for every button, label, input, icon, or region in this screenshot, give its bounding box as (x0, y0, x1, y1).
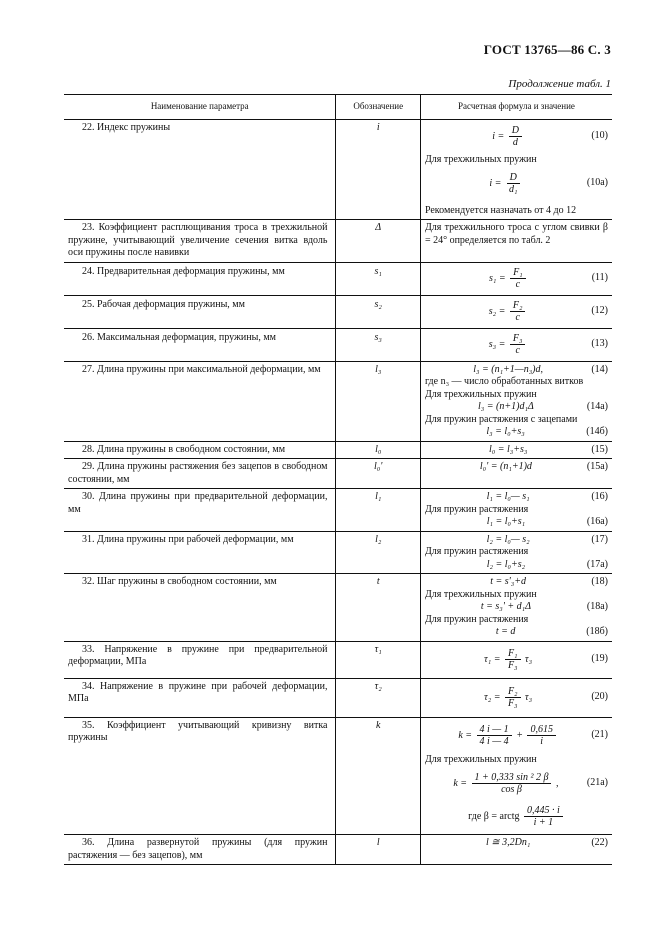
formula-note: Для пружин растяжения (424, 613, 529, 625)
table-row (64, 120, 612, 220)
formula-line: l₃ = (n+1)d₁Δ (14а) (478, 401, 608, 412)
param-symbol: Δ (336, 220, 420, 263)
formula-note: где n₃ — число обработанных витков (424, 376, 584, 387)
formula-line: τ₂ = $\frac{\text{F₂}}{\text{F₃}}$ τ₃ (20) (484, 686, 608, 709)
formula-line: l₂ = l₀— s₂ (17) (486, 533, 608, 545)
param-name: 28. Длина пружины в свободном состоянии, мм (82, 443, 286, 455)
formula-note: Для трехжильных пружин (424, 753, 537, 765)
formula-note: Для пружин растяжения (424, 546, 529, 557)
formula-number: (20) (591, 691, 608, 703)
table-continuation-label: Продолжение табл. 1 (508, 78, 611, 90)
param-name: 30. Длина пружины при предварительной деформации, мм (68, 491, 328, 515)
param-name: 22. Индекс пружины (82, 122, 171, 133)
formula-line: s₂ = $\frac{\text{F₂}}{c}$ (12) (488, 300, 608, 323)
param-symbol: l₀' (336, 459, 420, 489)
formula-line: k = $\frac{\text{1 + 0,333 sin ² 2 β}}{\text{cos β}}$ , (21а) (453, 771, 608, 795)
header-formula: Расчетная формула и значение (420, 95, 612, 120)
formula-number: (21) (591, 729, 608, 741)
table-row (64, 678, 612, 717)
param-name: 23. Коэффициент расплющивания троса в трехжильной пружине, учитывающий увеличение сечения витка вдоль оси пружины после навивки (68, 222, 328, 258)
table-row (64, 262, 612, 295)
page-header: ГОСТ 13765—86 С. 3 (483, 42, 611, 57)
table-row (64, 489, 612, 532)
formula-note: Для пружин растяжения (424, 503, 529, 515)
param-name: 36. Длина развернутой пружины (для пружин растяжения — без зацепов), мм (68, 837, 328, 861)
param-symbol: k (336, 717, 420, 835)
formula-line: i = $\frac{D}{\text{d₁}}$ (10а) (489, 172, 608, 195)
param-symbol: τ₁ (336, 641, 420, 678)
param-name: 29. Длина пружины растяжения без зацепов в свободном состоянии, мм (68, 461, 328, 485)
formula-line: s₁ = $\frac{\text{F₁}}{c}$ (11) (488, 267, 608, 290)
param-name: 31. Длина пружины при рабочей деформации, мм (82, 533, 294, 545)
formula-line: t = d (18б) (495, 626, 608, 637)
formula-note: Для трехжильного троса с углом свивки β = 24° определяется по табл. 2 (420, 220, 612, 263)
param-symbol: l₂ (336, 531, 420, 574)
header-parameter-name: Наименование параметра (64, 95, 336, 120)
formula-line: τ₁ = $\frac{\text{F₁}}{\text{F₃}}$ τ₃ (19) (484, 648, 608, 671)
table-row (64, 717, 612, 835)
formula-line: l₁ = l₀+s₁ (16а) (486, 516, 608, 527)
formula-line: l₃ = (n₁+1—n₃)d, (14) (473, 363, 608, 375)
formula-line: l₂ = l₀+s₂ (17а) (486, 558, 608, 570)
param-symbol: t (336, 574, 420, 642)
table-row (64, 441, 612, 459)
formula-number: (19) (591, 653, 608, 665)
param-name: 34. Напряжение в пружине при рабочей деформации, МПа (68, 680, 328, 704)
table-row (64, 641, 612, 678)
formula-number: (11) (591, 272, 608, 284)
header-symbol: Обозначение (336, 95, 420, 120)
param-name: 33. Напряжение в пружине при предварительной деформации, МПа (68, 643, 328, 667)
param-symbol: s₃ (336, 328, 420, 361)
table-row (64, 459, 612, 489)
formula-note: Для трехжильных пружин (424, 388, 537, 400)
formula-note: Для трехжильных пружин (424, 588, 537, 600)
formula-line: l₃ = l₀+s₃ (14б) (486, 426, 608, 437)
formula-line: t = s'₃+d (18) (490, 576, 608, 587)
param-symbol: τ₂ (336, 678, 420, 717)
param-symbol: l₁ (336, 489, 420, 532)
formula-number: (12) (591, 305, 608, 317)
param-name: 27. Длина пружины при максимальной деформации, мм (82, 363, 321, 375)
param-name: 26. Максимальная деформация, пружины, мм (82, 331, 277, 343)
param-name: 24. Предварительная деформация пружины, мм (82, 265, 285, 277)
formula-number: (10а) (586, 177, 608, 189)
param-name: 35. Коэффициент учитывающий кривизну витка пружины (68, 719, 328, 743)
table-row (64, 361, 612, 441)
formula-line: l ≅ 3,2Dn₁ (22) (485, 837, 608, 848)
formula-number: (13) (591, 338, 608, 350)
formula-line: l₀ = l₃+s₃ (15) (488, 443, 608, 455)
param-symbol: s₂ (336, 295, 420, 328)
formula-line: l₁ = l₀— s₁ (16) (486, 491, 608, 502)
formula-line: t = s₃' + d₁Δ (18а) (480, 601, 608, 612)
param-symbol: l₀ (336, 441, 420, 459)
formula-note: Для трехжильных пружин (424, 154, 537, 165)
formula-note: Рекомендуется назначать от 4 до 12 (424, 204, 577, 216)
formula-line: k = $\frac{4 i — 1}{4 i — 4}$ + $\frac{0,615}{i}$ (21) (458, 724, 608, 747)
param-name: 32. Шаг пружины в свободном состоянии, мм (82, 576, 277, 587)
param-symbol: s₁ (336, 262, 420, 295)
table-row (64, 328, 612, 361)
formula-number: (21а) (586, 776, 608, 788)
table-row (64, 835, 612, 865)
formula-number: (10) (591, 129, 608, 141)
formula-line: s₃ = $\frac{\text{F₃}}{c}$ (13) (488, 333, 608, 356)
table-row (64, 220, 612, 263)
table-row (64, 295, 612, 328)
table-row (64, 574, 612, 642)
formula-line: i = $\frac{D}{d}$ (10) (492, 124, 608, 148)
param-symbol: i (336, 120, 420, 220)
formula-line: где β = arctg $\frac{0,445 \cdot i}{i + 1}$ (425, 800, 608, 832)
formula-note: Для пружин растяжения с зацепами (424, 413, 578, 425)
param-name: 25. Рабочая деформация пружины, мм (82, 298, 245, 310)
param-symbol: l (336, 835, 420, 865)
parameters-table (64, 94, 612, 865)
param-symbol: l₃ (336, 361, 420, 441)
formula-line: l₀' = (n₁+1)d (15а) (479, 461, 608, 472)
table-row (64, 531, 612, 574)
